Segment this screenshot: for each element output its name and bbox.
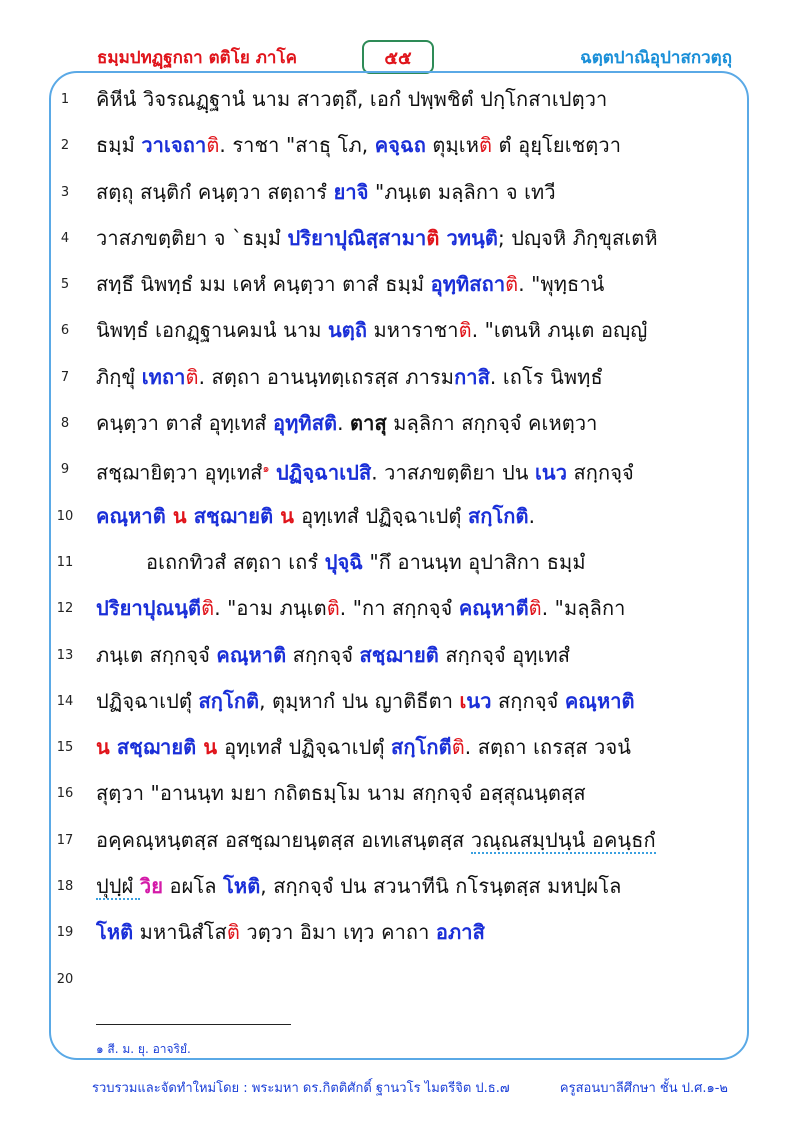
line-text	[96, 177, 748, 207]
text-segment: วิย	[139, 874, 164, 899]
text-segment: สกฺโกติ	[198, 688, 260, 713]
running-title-right: ฉตฺตปาณิอุปาสกวตฺถุ	[580, 48, 732, 68]
footer-course: ครูสอนบาลีศึกษา ชั้น ป.ศ.๑-๒	[559, 1081, 728, 1096]
footnote-marker: ๑	[262, 462, 270, 476]
text-segment: คิหีนํ วิจรณฏฺฐานํ นาม สาวตฺถึ, เอกํ ปพฺพชิตํ ปกฺโกสาเปตฺวา	[96, 87, 608, 111]
text-line	[0, 495, 800, 541]
line-text	[96, 408, 748, 438]
text-segment: วทนฺติ	[439, 225, 498, 250]
line-text	[96, 223, 748, 253]
text-segment: ปฏิจฺฉาเปตุํ	[96, 688, 199, 713]
text-segment: ตํ อุยฺโยเชตฺวา	[492, 133, 622, 158]
text-segment: วณฺณสมฺปนฺนํ อคนฺธกํ	[470, 827, 656, 852]
text-segment: อภาสิ	[435, 920, 485, 945]
text-segment: ปุจฺฉิ	[324, 549, 364, 574]
text-line	[0, 680, 800, 726]
text-segment: . "กา สกฺกจฺจํ	[339, 596, 459, 621]
text-line	[0, 217, 800, 263]
text-segment: สกฺกจฺจํ	[286, 642, 360, 667]
line-text	[96, 84, 748, 114]
text-segment: มหานิสํโส	[133, 920, 227, 945]
text-segment: ตุมฺเห	[425, 133, 479, 158]
text-segment: สกฺกจฺจํ อุทฺเทสํ	[438, 642, 571, 667]
text-segment: คณฺหาติ	[96, 503, 166, 528]
text-segment: ติ	[451, 735, 465, 760]
text-segment: ติ	[201, 596, 215, 621]
text-segment: . เถโร นิพทฺธํ	[489, 364, 603, 389]
text-segment: . วาสภขตฺติยา ปน	[371, 461, 535, 486]
text-segment: .	[337, 411, 351, 436]
line-text	[96, 315, 748, 345]
line-number: 18	[56, 879, 74, 895]
line-text	[96, 501, 748, 531]
footer-credit: รวบรวมและจัดทำใหม่โดย : พระมหา ดร.กิตติศักดิ์ ฐานวโร ไมตรีจิต ป.ธ.๗	[92, 1081, 510, 1096]
line-number: 17	[56, 832, 74, 848]
text-segment: ติ	[458, 318, 472, 343]
text-line	[0, 448, 800, 494]
text-segment: ติ	[206, 133, 220, 158]
text-segment: สกฺกจฺจํ	[567, 461, 634, 486]
text-segment: .	[528, 503, 536, 528]
text-segment: คณฺหาติ	[216, 642, 287, 667]
text-segment: มหาราชา	[367, 318, 459, 343]
text-segment: ตาสุ	[350, 411, 387, 436]
line-number: 9	[60, 462, 70, 478]
text-segment: คจฺฉถ	[374, 133, 426, 158]
text-line	[0, 958, 800, 1004]
text-segment: สกฺกจฺจํ	[491, 688, 565, 713]
page-number-box	[362, 40, 434, 74]
text-body	[0, 78, 800, 1004]
text-segment: ติ	[326, 596, 340, 621]
text-segment: อุทฺเทสํ ปฏิจฺฉาเปตุํ	[224, 735, 392, 760]
text-segment: . "อาม ภนฺเต	[214, 596, 327, 621]
text-segment: อเถกทิวสํ สตฺถา เถรํ	[146, 549, 325, 574]
text-line	[0, 124, 800, 170]
text-segment: สกฺโกติ	[467, 503, 529, 528]
line-number: 19	[56, 925, 74, 941]
text-segment: . "เตนหิ ภนฺเต อญฺญํ	[471, 318, 648, 343]
text-segment: ปริยาปุณิสฺสามา	[287, 225, 427, 250]
line-text	[96, 778, 748, 808]
text-segment: ติ	[226, 920, 240, 945]
line-text	[96, 825, 748, 855]
text-segment: เทถา	[141, 364, 186, 389]
line-text	[96, 640, 748, 670]
line-number: 13	[56, 647, 74, 663]
text-segment: วาเจถา	[141, 133, 207, 158]
text-segment: น	[96, 735, 117, 760]
line-text	[146, 547, 748, 577]
text-line	[0, 402, 800, 448]
text-segment: ติ	[505, 272, 519, 297]
text-segment: ปริยาปุณนฺตี	[96, 596, 202, 621]
text-segment: ติ	[185, 364, 199, 389]
text-segment: ติ	[479, 133, 493, 158]
text-segment: "กึ อานนฺท อุปาสิกา ธมฺมํ	[363, 549, 586, 574]
line-number: 16	[56, 786, 74, 802]
line-number: 5	[60, 277, 70, 293]
text-line	[0, 634, 800, 680]
text-segment: คณฺหาติ	[564, 688, 635, 713]
line-number: 4	[60, 230, 70, 246]
line-number: 10	[56, 508, 74, 524]
line-number: 12	[56, 601, 74, 617]
line-number: 8	[60, 416, 70, 432]
line-text	[96, 362, 748, 392]
text-segment: อุทฺเทสํ ปฏิจฺฉาเปตุํ	[301, 503, 468, 528]
text-segment: สุตฺวา "อานนฺท มยา กถิตธมฺโม นาม สกฺกจฺจํ อสฺสุณนฺตสฺส	[96, 781, 586, 806]
line-number: 2	[60, 138, 70, 154]
text-segment: น	[196, 735, 225, 760]
text-segment: สทฺธึ นิพทฺธํ มม เคหํ คนฺตฺวา ตาสํ ธมฺมํ	[96, 272, 431, 297]
text-segment: ติ	[426, 225, 440, 250]
running-title-left: ธมฺมปทฏฺฐกถา ตติโย ภาโค	[97, 48, 297, 68]
text-segment: นตฺถิ	[327, 318, 368, 343]
text-segment: . "มลฺลิกา	[541, 596, 626, 621]
text-line	[0, 865, 800, 911]
text-line	[0, 356, 800, 402]
text-line	[0, 263, 800, 309]
text-segment: . "พุทฺธานํ	[518, 272, 605, 297]
text-line	[0, 587, 800, 633]
line-number: 1	[60, 92, 70, 107]
text-segment: ปฏิจฺฉาเปสิ	[276, 461, 372, 486]
text-segment: ยาจิ	[333, 179, 369, 204]
text-segment: โหติ	[96, 920, 134, 945]
text-segment: โหติ	[223, 874, 261, 899]
text-segment: อผโล	[163, 874, 224, 899]
text-segment: สกฺโกตี	[391, 735, 452, 760]
text-segment: วาสภขตฺติยา จ `ธมฺมํ	[96, 225, 288, 250]
text-segment: เ	[459, 688, 467, 713]
text-segment: "ภนฺเต มลฺลิกา จ เทวี	[368, 179, 556, 204]
text-segment: สชฺฌายติ	[116, 735, 197, 760]
text-segment: น	[273, 503, 302, 528]
text-line	[0, 772, 800, 818]
line-number: 3	[60, 184, 70, 200]
text-segment: , สกฺกจฺจํ ปน สวนาทีนิ กโรนฺตสฺส มหปฺผโล	[260, 874, 622, 899]
text-segment: กาสิ	[454, 364, 490, 389]
line-text	[96, 454, 748, 488]
text-segment: สชฺฌายติ	[359, 642, 439, 667]
line-text	[96, 130, 748, 160]
text-line	[0, 541, 800, 587]
line-text	[96, 269, 748, 299]
line-text	[96, 593, 748, 623]
text-segment: . สตฺถา อานนฺทตฺเถรสฺส ภารม	[198, 364, 455, 389]
text-segment: สชฺฌายติ	[193, 503, 274, 528]
text-segment: ; ปญฺจหิ ภิกฺขุสเตหิ	[497, 225, 658, 250]
text-segment: อุทฺทิสถา	[430, 272, 506, 297]
text-line	[0, 78, 800, 124]
text-segment: สตฺถุ สนฺติกํ คนฺตฺวา สตฺถารํ	[96, 179, 334, 204]
text-segment: ติ	[528, 596, 542, 621]
text-segment: เนว	[535, 461, 568, 486]
text-segment: . สตฺถา เถรสฺส วจนํ	[464, 735, 632, 760]
text-segment: นิพทฺธํ เอกฏฺฐานคมนํ นาม	[96, 318, 328, 343]
text-segment: ภนฺเต สกฺกจฺจํ	[96, 642, 217, 667]
line-number: 20	[56, 971, 74, 987]
line-number: 11	[56, 554, 74, 570]
line-number: 14	[56, 693, 74, 709]
text-line	[0, 726, 800, 772]
text-segment: วตฺวา อิมา เทฺว คาถา	[239, 920, 436, 945]
text-line	[0, 309, 800, 355]
text-line	[0, 911, 800, 957]
line-number: 6	[60, 323, 70, 339]
line-text	[96, 917, 748, 947]
text-segment: . ราชา "สาธุ โภ,	[219, 133, 375, 158]
text-segment: , ตุมฺหากํ ปน ญาติธีตา	[259, 688, 460, 713]
text-segment: คนฺตฺวา ตาสํ อุทฺเทสํ	[96, 411, 274, 436]
text-segment: น	[165, 503, 194, 528]
line-text	[96, 686, 748, 716]
text-segment: อุทฺทิสติ	[273, 411, 338, 436]
text-segment: อคฺคณฺหนฺตสฺส อสชฺฌายนฺตสฺส อเทเสนฺตสฺส	[96, 827, 471, 852]
line-text	[96, 732, 748, 762]
text-segment: สชฺฌายิตฺวา อุทฺเทสํ	[96, 461, 263, 486]
text-line	[0, 171, 800, 217]
page-number: ๕๕	[384, 47, 412, 69]
text-line	[0, 819, 800, 865]
text-segment: นว	[466, 688, 492, 713]
text-segment: ธมฺมํ	[96, 133, 142, 158]
text-segment: คณฺหาตี	[458, 596, 529, 621]
line-text	[96, 871, 748, 901]
text-segment: ภิกฺขุํ	[96, 364, 142, 389]
footnote: ๑ สี. ม. ยุ. อาจริยํ.	[96, 1042, 191, 1056]
footnote-rule	[96, 1024, 291, 1025]
text-segment: มลฺลิกา สกฺกจฺจํ คเหตฺวา	[386, 411, 598, 436]
line-number: 15	[56, 740, 74, 756]
line-number: 7	[60, 369, 70, 385]
text-segment: ปุปฺผํ	[96, 874, 140, 899]
